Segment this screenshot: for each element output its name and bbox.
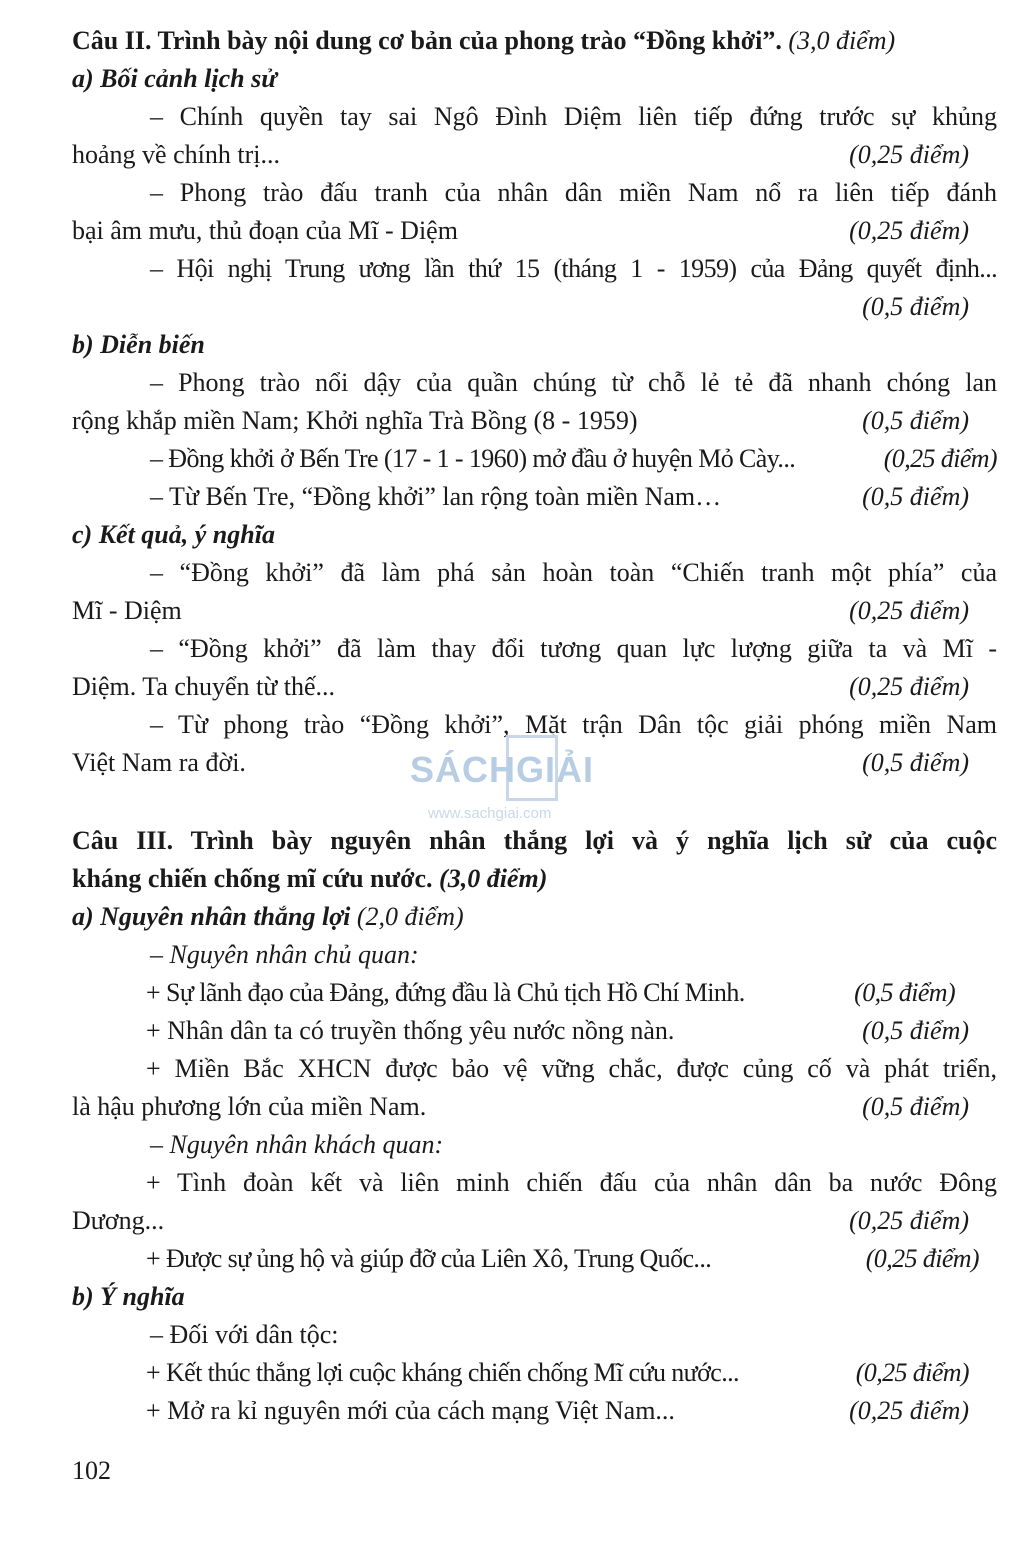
question-2-title-text: Câu II. Trình bày nội dung cơ bản của phong trào “Đồng khởi”. bbox=[72, 26, 782, 55]
question-3-title-text: kháng chiến chống mĩ cứu nước. bbox=[72, 864, 433, 893]
q2-a3-score: (0,5 điểm) bbox=[862, 292, 969, 321]
q2-b3-text: – Từ Bến Tre, “Đồng khởi” lan rộng toàn miền Nam… bbox=[150, 482, 722, 511]
q3-o2-line bbox=[72, 1240, 997, 1278]
q3-objective-heading: – Nguyên nhân khách quan: bbox=[150, 1130, 444, 1159]
q3-o1-score: (0,25 điểm) bbox=[849, 1206, 969, 1235]
q3-s3-line2-text: là hậu phương lớn của miền Nam. bbox=[72, 1092, 427, 1121]
q2-section-c-heading: c) Kết quả, ý nghĩa bbox=[72, 520, 275, 549]
watermark-url: www.sachgiai.com bbox=[428, 805, 552, 822]
q3-section-a-heading bbox=[72, 898, 997, 936]
q3-o1-line2 bbox=[72, 1202, 997, 1240]
q3-section-a-score: (2,0 điểm) bbox=[356, 902, 464, 931]
question-3-title-line1: Câu III. Trình bày nguyên nhân thắng lợi và ý nghĩa lịch sử của cuộc bbox=[72, 826, 997, 855]
q2-a3-score-line bbox=[72, 288, 997, 326]
q2-a1-line2-text: hoảng về chính trị... bbox=[72, 140, 280, 169]
q3-s3-line1: + Miền Bắc XHCN được bảo vệ vững chắc, được củng cố và phát triển, bbox=[146, 1054, 997, 1083]
q2-c3-line1: – Từ phong trào “Đồng khởi”, Mặt trận Dân tộc giải phóng miền Nam bbox=[150, 710, 997, 739]
q2-c1-line2-text: Mĩ - Diệm bbox=[72, 596, 182, 625]
q2-a2-score: (0,25 điểm) bbox=[849, 216, 969, 245]
q2-c2-line2-text: Diệm. Ta chuyển từ thế... bbox=[72, 672, 336, 701]
q2-b2-line bbox=[72, 440, 997, 478]
q2-b1-line2-text: rộng khắp miền Nam; Khởi nghĩa Trà Bồng (8 - 1959) bbox=[72, 406, 638, 435]
q2-section-a-heading: a) Bối cảnh lịch sử bbox=[72, 64, 277, 93]
q3-n2-text: + Mở ra kỉ nguyên mới của cách mạng Việt Nam... bbox=[146, 1396, 675, 1425]
section-gap bbox=[72, 782, 997, 822]
q2-a2-line2-text: bại âm mưu, thủ đoạn của Mĩ - Diệm bbox=[72, 216, 458, 245]
q2-c1-score: (0,25 điểm) bbox=[849, 596, 969, 625]
q2-a2-line1: – Phong trào đấu tranh của nhân dân miền Nam nổ ra liên tiếp đánh bbox=[150, 178, 997, 207]
q2-c3-line2 bbox=[72, 744, 997, 782]
page-number: 102 bbox=[72, 1456, 111, 1485]
q3-s2-score: (0,5 điểm) bbox=[862, 1016, 969, 1045]
q3-n2-line bbox=[72, 1392, 997, 1430]
q2-c2-line2 bbox=[72, 668, 997, 706]
q3-o2-score: (0,25 điểm) bbox=[865, 1244, 979, 1273]
q3-n2-score: (0,25 điểm) bbox=[849, 1396, 969, 1425]
q3-section-b-heading: b) Ý nghĩa bbox=[72, 1282, 185, 1311]
q2-b1-line1: – Phong trào nổi dậy của quần chúng từ chỗ lẻ tẻ đã nhanh chóng lan bbox=[150, 368, 997, 397]
q2-a2-line2 bbox=[72, 212, 997, 250]
q2-a1-line1: – Chính quyền tay sai Ngô Đình Diệm liên tiếp đứng trước sự khủng bbox=[150, 102, 997, 131]
page-body bbox=[72, 22, 997, 1430]
q2-b3-score: (0,5 điểm) bbox=[862, 482, 969, 511]
question-2-score: (3,0 điểm) bbox=[788, 26, 896, 55]
q3-o1-line1: + Tình đoàn kết và liên minh chiến đấu của nhân dân ba nước Đông bbox=[146, 1168, 997, 1197]
q2-a3-line1: – Hội nghị Trung ương lần thứ 15 (tháng 1 - 1959) của Đảng quyết định... bbox=[150, 254, 997, 283]
q2-c2-line1: – “Đồng khởi” đã làm thay đổi tương quan lực lượng giữa ta và Mĩ - bbox=[150, 634, 997, 663]
q3-s1-score: (0,5 điểm) bbox=[854, 978, 955, 1007]
q3-s2-line bbox=[72, 1012, 997, 1050]
q2-a1-line2 bbox=[72, 136, 997, 174]
q2-c3-line2-text: Việt Nam ra đời. bbox=[72, 748, 246, 777]
q3-o2-text: + Được sự ủng hộ và giúp đỡ của Liên Xô, Trung Quốc... bbox=[146, 1244, 712, 1273]
q3-s2-text: + Nhân dân ta có truyền thống yêu nước nồng nàn. bbox=[146, 1016, 675, 1045]
q3-s3-line2 bbox=[72, 1088, 997, 1126]
q2-a1-score: (0,25 điểm) bbox=[849, 140, 969, 169]
q3-s1-line bbox=[72, 974, 997, 1012]
q2-b2-text: – Đồng khởi ở Bến Tre (17 - 1 - 1960) mở đầu ở huyện Mỏ Cày... bbox=[150, 444, 796, 473]
question-2-title bbox=[72, 22, 997, 60]
q3-nation-heading: – Đối với dân tộc: bbox=[150, 1320, 339, 1349]
question-3-score: (3,0 điểm) bbox=[439, 864, 548, 893]
q3-section-a-heading-text: a) Nguyên nhân thắng lợi bbox=[72, 902, 351, 931]
q3-o1-line2-text: Dương... bbox=[72, 1206, 165, 1235]
q2-c1-line1: – “Đồng khởi” đã làm phá sản hoàn toàn “Chiến tranh một phía” của bbox=[150, 558, 997, 587]
q3-s3-score: (0,5 điểm) bbox=[862, 1092, 969, 1121]
q3-subjective-heading: – Nguyên nhân chủ quan: bbox=[150, 940, 419, 969]
q2-b1-score: (0,5 điểm) bbox=[862, 406, 969, 435]
q3-n1-score: (0,25 điểm) bbox=[855, 1358, 969, 1387]
q2-c2-score: (0,25 điểm) bbox=[849, 672, 969, 701]
q3-s1-text: + Sự lãnh đạo của Đảng, đứng đầu là Chủ tịch Hồ Chí Minh. bbox=[146, 978, 745, 1007]
q3-n1-line bbox=[72, 1354, 997, 1392]
q2-section-b-heading: b) Diễn biến bbox=[72, 330, 205, 359]
q2-b2-score: (0,25 điểm) bbox=[883, 444, 997, 473]
q2-c3-score: (0,5 điểm) bbox=[862, 748, 969, 777]
q2-b1-line2 bbox=[72, 402, 997, 440]
q3-n1-text: + Kết thúc thắng lợi cuộc kháng chiến chống Mĩ cứu nước... bbox=[146, 1358, 739, 1387]
q2-b3-line bbox=[72, 478, 997, 516]
watermark-brand: SÁCHGIẢI bbox=[410, 749, 595, 790]
q2-c1-line2 bbox=[72, 592, 997, 630]
question-3-title-line2 bbox=[72, 860, 997, 898]
